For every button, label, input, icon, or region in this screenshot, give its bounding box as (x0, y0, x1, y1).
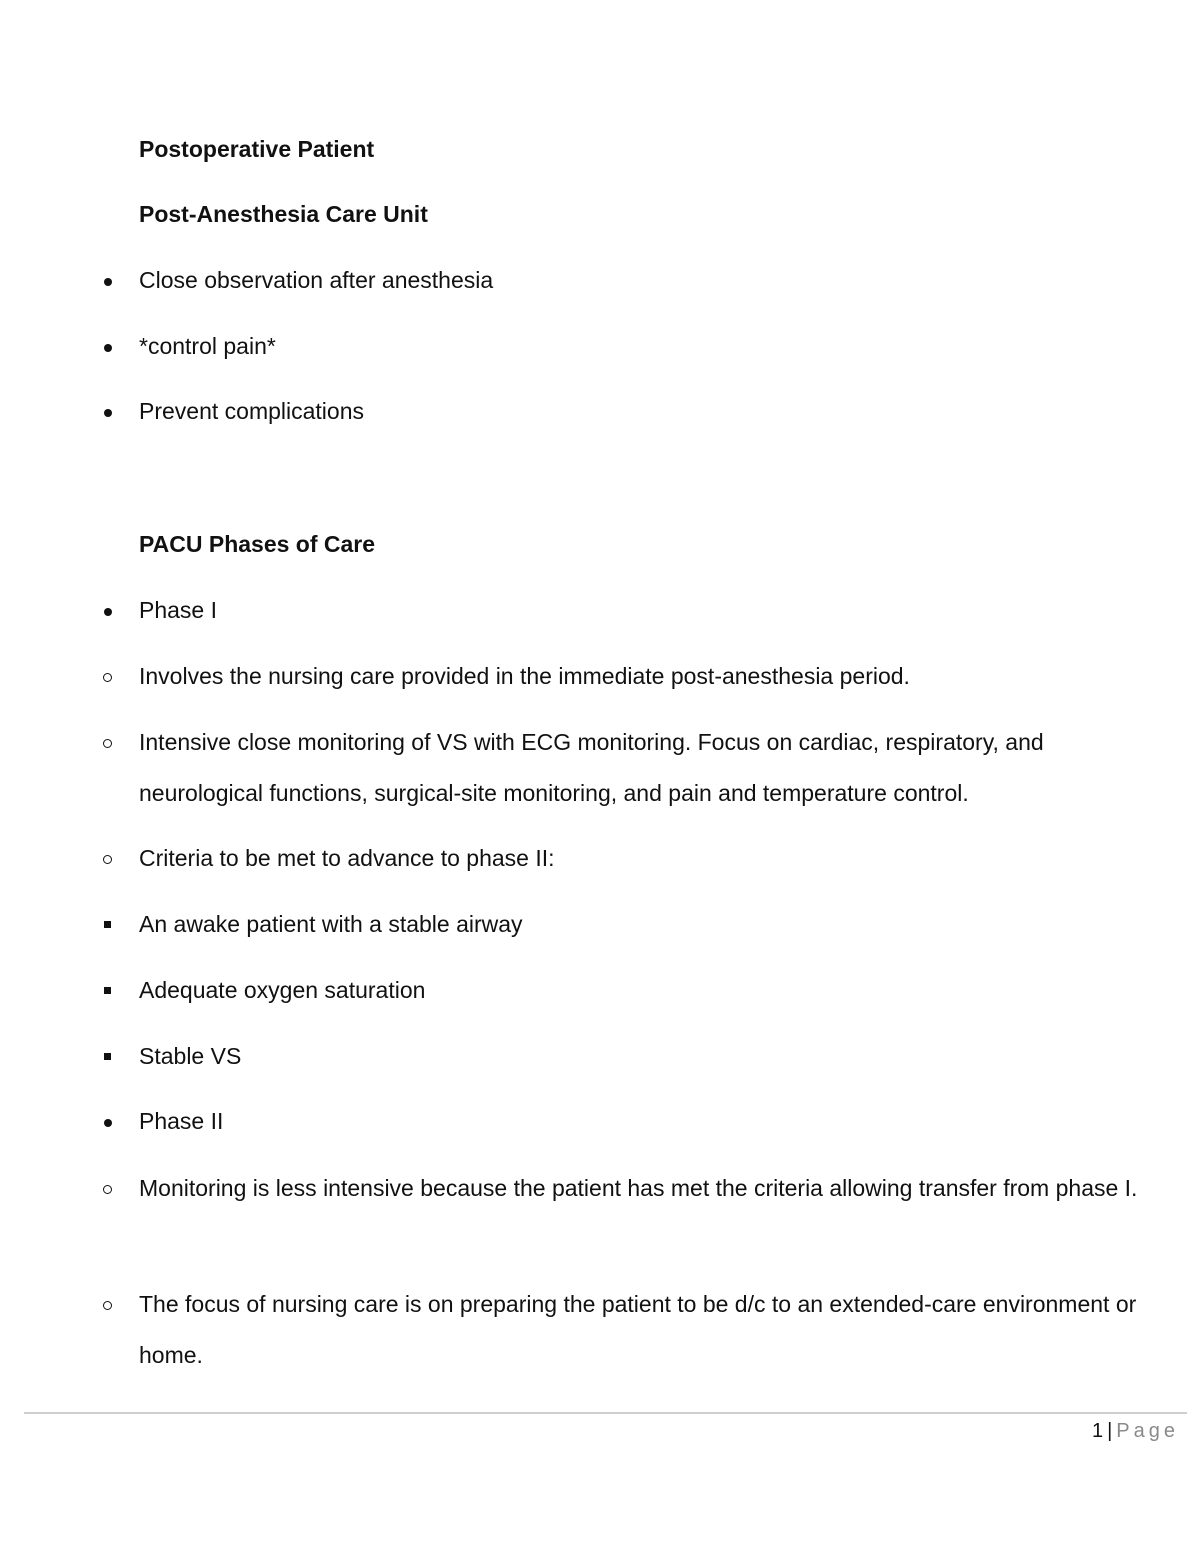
bullet-circle-icon (103, 855, 112, 864)
list-item-phase-1: Phase I (139, 597, 217, 623)
list-item-phase-2: Phase II (139, 1108, 224, 1134)
footer-divider (24, 1412, 1187, 1414)
criteria-item: Adequate oxygen saturation (139, 977, 426, 1003)
bullet-dot-icon (104, 409, 112, 417)
bullet-dot-icon (104, 608, 112, 616)
list-item: *control pain* (139, 333, 276, 359)
bullet-dot-icon (104, 278, 112, 286)
page-label: Page (1116, 1420, 1179, 1442)
footer-separator: | (1107, 1420, 1113, 1442)
list-item: Prevent complications (139, 398, 364, 424)
list-item: Close observation after anesthesia (139, 267, 494, 293)
page-number: 1 (1091, 1420, 1104, 1442)
criteria-item: Stable VS (139, 1043, 242, 1069)
bullet-square-icon (104, 921, 111, 928)
bullet-circle-icon (103, 673, 112, 682)
criteria-item: An awake patient with a stable airway (139, 911, 523, 937)
list-subitem: Intensive close monitoring of VS with ECG monitoring. Focus on cardiac, respiratory, and neurological functions, surgical-site monitoring, and pain and temperature control. (139, 729, 1044, 806)
list-subitem: Criteria to be met to advance to phase II: (139, 845, 555, 871)
bullet-circle-icon (103, 1301, 112, 1310)
bullet-circle-icon (103, 1185, 112, 1194)
list-subitem: Monitoring is less intensive because the patient has met the criteria allowing transfer from phase I. (139, 1175, 1138, 1201)
bullet-square-icon (104, 987, 111, 994)
document-title: Postoperative Patient (139, 136, 375, 162)
section-heading-phases: PACU Phases of Care (139, 531, 376, 557)
bullet-circle-icon (103, 739, 112, 748)
bullet-square-icon (104, 1053, 111, 1060)
list-subitem: Involves the nursing care provided in the immediate post-anesthesia period. (139, 663, 910, 689)
page-footer (1092, 1418, 1179, 1444)
bullet-dot-icon (104, 344, 112, 352)
list-subitem: The focus of nursing care is on preparing the patient to be d/c to an extended-care environment or home. (139, 1291, 1137, 1368)
section-heading-pacu: Post-Anesthesia Care Unit (139, 201, 428, 227)
bullet-dot-icon (104, 1119, 112, 1127)
